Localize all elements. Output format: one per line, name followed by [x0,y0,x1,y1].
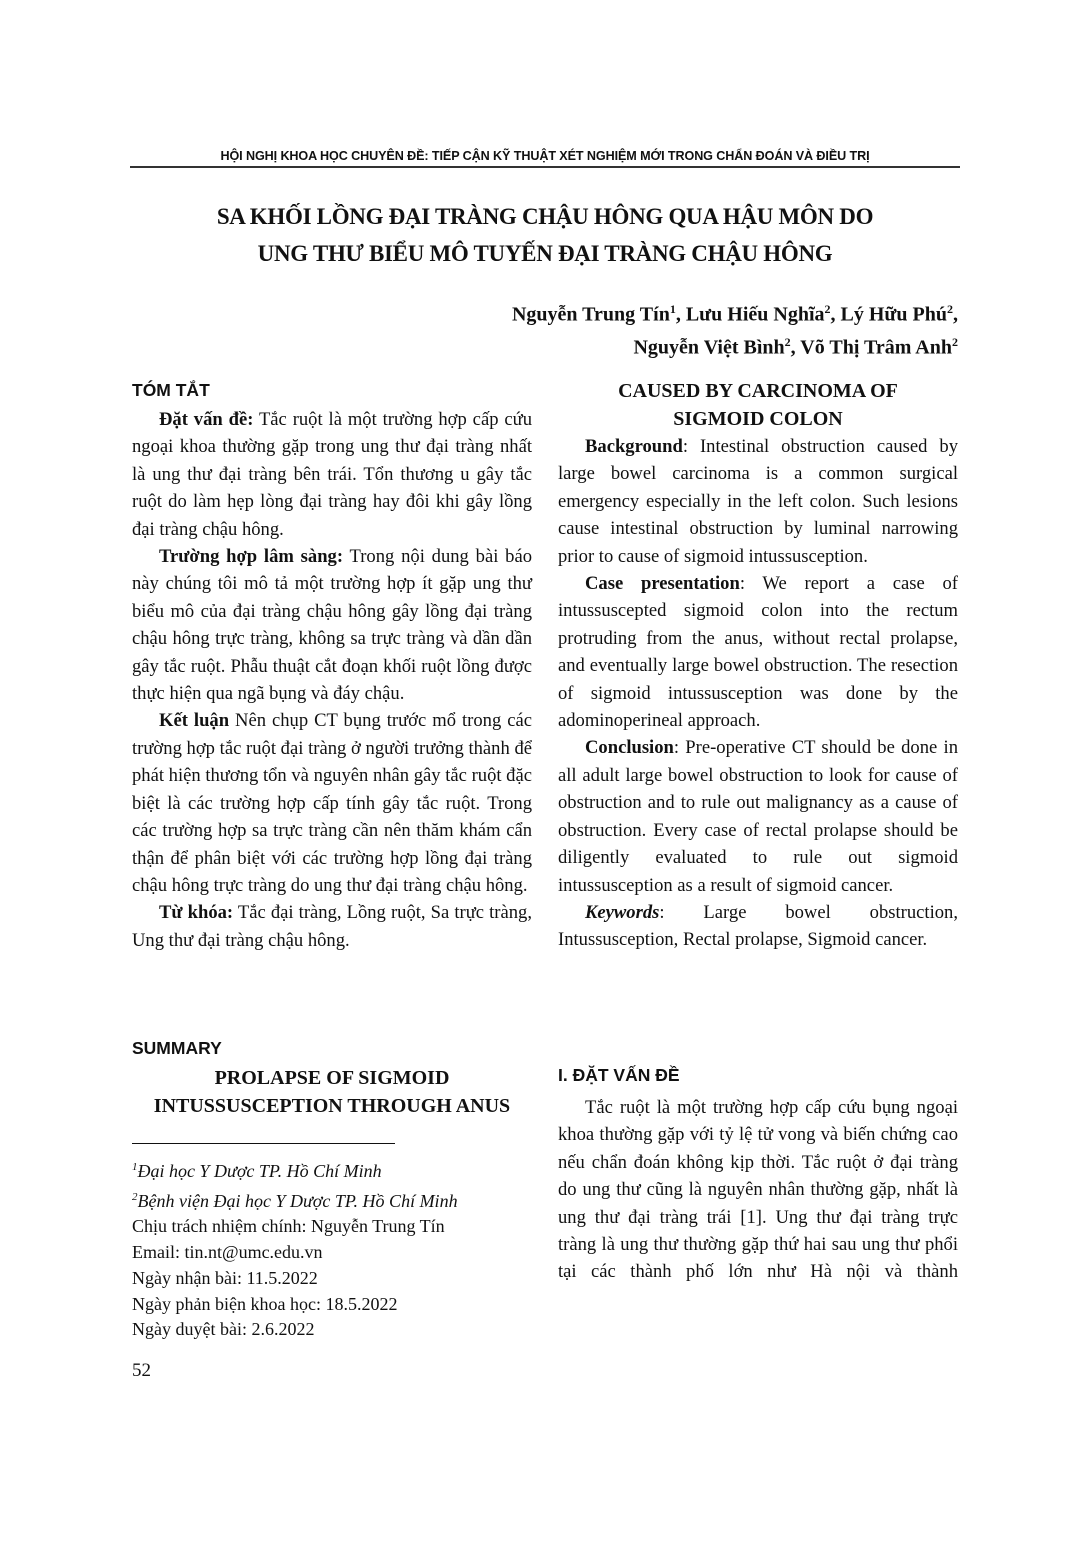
paragraph-label: Case presentation [585,573,740,595]
paragraph-text: : Large bowel obstruction, Intussusception, Rectal prolapse, Sigmoid cancer. [558,901,958,951]
author-list: Nguyễn Trung Tín$^1$, Lưu Hiếu Nghĩa$^2$, Lý Hữu Phú$^2$, Nguyễn Việt Bình$^2$, Võ Thị Trâm Anh$^2$ [511,302,958,359]
author-name: Nguyễn Trung Tín [511,303,670,326]
paragraph-label: Đặt vấn đề: [159,409,254,430]
summary-title-line: INTUSSUSCEPTION THROUGH ANUS [153,1095,511,1117]
abstract-vi-heading: TÓM TẮT [132,380,210,400]
author-affiliation: 2 [784,334,791,349]
abstract-paragraph [132,707,532,899]
abstract-en [558,433,958,954]
summary-title-line: SIGMOID COLON [673,408,843,430]
paragraph-label: Kết luận [159,710,230,732]
summary-title [132,1064,532,1120]
paragraph-text: Tắc đại tràng, Lồng ruột, Sa trực tràng, Ung thư đại tràng chậu hông. [132,902,532,951]
author-name: Võ Thị Trâm Anh [800,336,952,359]
paragraph-label: Background [585,436,683,457]
title-line-2: UNG THƯ BIỂU MÔ TUYẾN ĐẠI TRÀNG CHẬU HÔNG [257,241,833,266]
abstract-paragraph [132,543,532,707]
footnotes [132,1155,458,1343]
paragraph-text: : Intestinal obstruction caused by large bowel carcinoma is a common surgical emergency especially in the left colon. Such lesions cause intestinal obstruction by luminal narrowing prior to cause of sigmoid intussusception. [558,436,958,567]
author-affiliation: 1 [669,302,676,316]
abstract-paragraph [558,899,958,954]
paragraph-label: Trường hợp lâm sàng: [159,546,344,568]
paragraph-text: : Pre-operative CT should be done in all adult large bowel obstruction to look for cause of obstruction and to rule out malignancy as a cause of obstruction. Every case of rectal prolapse should be diligently evaluated to rule out sigmoid intussusception as a result of sigmoid cancer. [558,737,958,896]
footnote-mark: 2 [132,1190,138,1203]
running-header: HỘI NGHỊ KHOA HỌC CHUYÊN ĐỀ: TIẾP CẬN KỸ THUẬT XÉT NGHIỆM MỚI TRONG CHẨN ĐOÁN VÀ ĐIỀU TRỊ [220,149,870,163]
author-name: Lý Hữu Phú [840,303,947,326]
affiliation-2: Bệnh viện Đại học Y Dược TP. Hồ Chí Minh [137,1190,458,1211]
author-name: Nguyễn Việt Bình [633,336,785,359]
footnote-mark: 1 [132,1161,138,1173]
corresponding-author: Chịu trách nhiệm chính: Nguyễn Trung Tín [132,1216,445,1237]
paragraph-label: Từ khóa: [159,902,234,924]
abstract-paragraph [558,570,958,734]
paragraph-text: : We report a case of intussuscepted sigmoid colon into the rectum protruding from the anus, without rectal prolapse, and eventually large bowel obstruction. The resection of sigmoid intussusception was done by the adominoperineal approach. [558,573,958,732]
paragraph-label: Keywords [585,901,660,923]
date-received: Ngày nhận bài: 11.5.2022 [132,1267,318,1288]
author-affiliation: 2 [947,302,953,316]
summary-title-cont [558,377,958,433]
page-number: 52 [132,1360,151,1381]
date-accepted: Ngày duyệt bài: 2.6.2022 [132,1319,315,1340]
abstract-paragraph [558,734,958,898]
abstract-paragraph [558,433,958,570]
email: Email: tin.nt@umc.edu.vn [132,1242,323,1263]
summary-title-line: CAUSED BY CARCINOMA OF [618,380,898,402]
article-title [130,198,960,272]
paragraph-text: Tắc ruột là một trường hợp cấp cứu ngoại khoa thường gặp trong ung thư đại tràng nhất là ung thư đại tràng bên trái. Tổn thương u gây tắc ruột do làm hẹp lòng đại tràng hay đôi khi gây lồng đại tràng chậu hông. [132,409,532,540]
abstract-vi [132,406,532,954]
summary-title-line: PROLAPSE OF SIGMOID [214,1067,450,1089]
abstract-paragraph [132,406,532,543]
section-heading-introduction: I. ĐẶT VẤN ĐỀ [558,1065,680,1085]
paragraph-text: Nên chụp CT bụng trước mổ trong các trường hợp tắc ruột đại tràng ở người trưởng thành để phát hiện thương tổn và nguyên nhân gây tắc ruột đặc biệt là các trường hợp cấp tính gây tắc ruột. Trong các trường hợp sa trực tràng cần nên thăm khám cẩn thận để phân biệt với các trường hợp lồng đại tràng chậu hông trực tràng do ung thư đại tràng chậu hông. [132,710,532,896]
author-affiliation: 2 [952,334,958,349]
author-name: Lưu Hiếu Nghĩa [685,303,825,326]
author-affiliation: 2 [824,302,831,316]
affiliation-1: Đại học Y Dược TP. Hồ Chí Minh [137,1161,382,1181]
header-rule [130,166,960,168]
title-line-1: SA KHỐI LỒNG ĐẠI TRÀNG CHẬU HÔNG QUA HẬU MÔN DO [216,204,874,229]
paragraph-label: Conclusion [585,737,674,759]
date-reviewed: Ngày phản biện khoa học: 18.5.2022 [132,1293,398,1314]
introduction-paragraph: Tắc ruột là một trường hợp cấp cứu bụng ngoại khoa thường gặp với tỷ lệ tử vong và biến chứng cao nếu chẩn đoán không kịp thời. Tắc ruột ở đại tràng do ung thư cũng là nguyên nhân thường gặp, nhất là ung thư đại tràng trái [1]. Ung thư đại tràng trực tràng là ung thư thường gặp thứ hai sau ung thư phổi tại các thành phố lớn như Hà nội và thành [558,1097,958,1283]
summary-heading: SUMMARY [132,1038,222,1058]
introduction-body [558,1094,958,1286]
abstract-paragraph [132,899,532,954]
paragraph-text: Trong nội dung bài báo này chúng tôi mô tả một trường hợp ít gặp ung thư biểu mô của đại tràng chậu hông gây lồng đại tràng chậu hông trực tràng, không sa trực tràng và dần dần gây tắc ruột. Phẫu thuật cắt đoạn khối ruột lồng được thực hiện qua ngã bụng và đáy chậu. [132,546,533,705]
footnote-rule [132,1143,395,1144]
